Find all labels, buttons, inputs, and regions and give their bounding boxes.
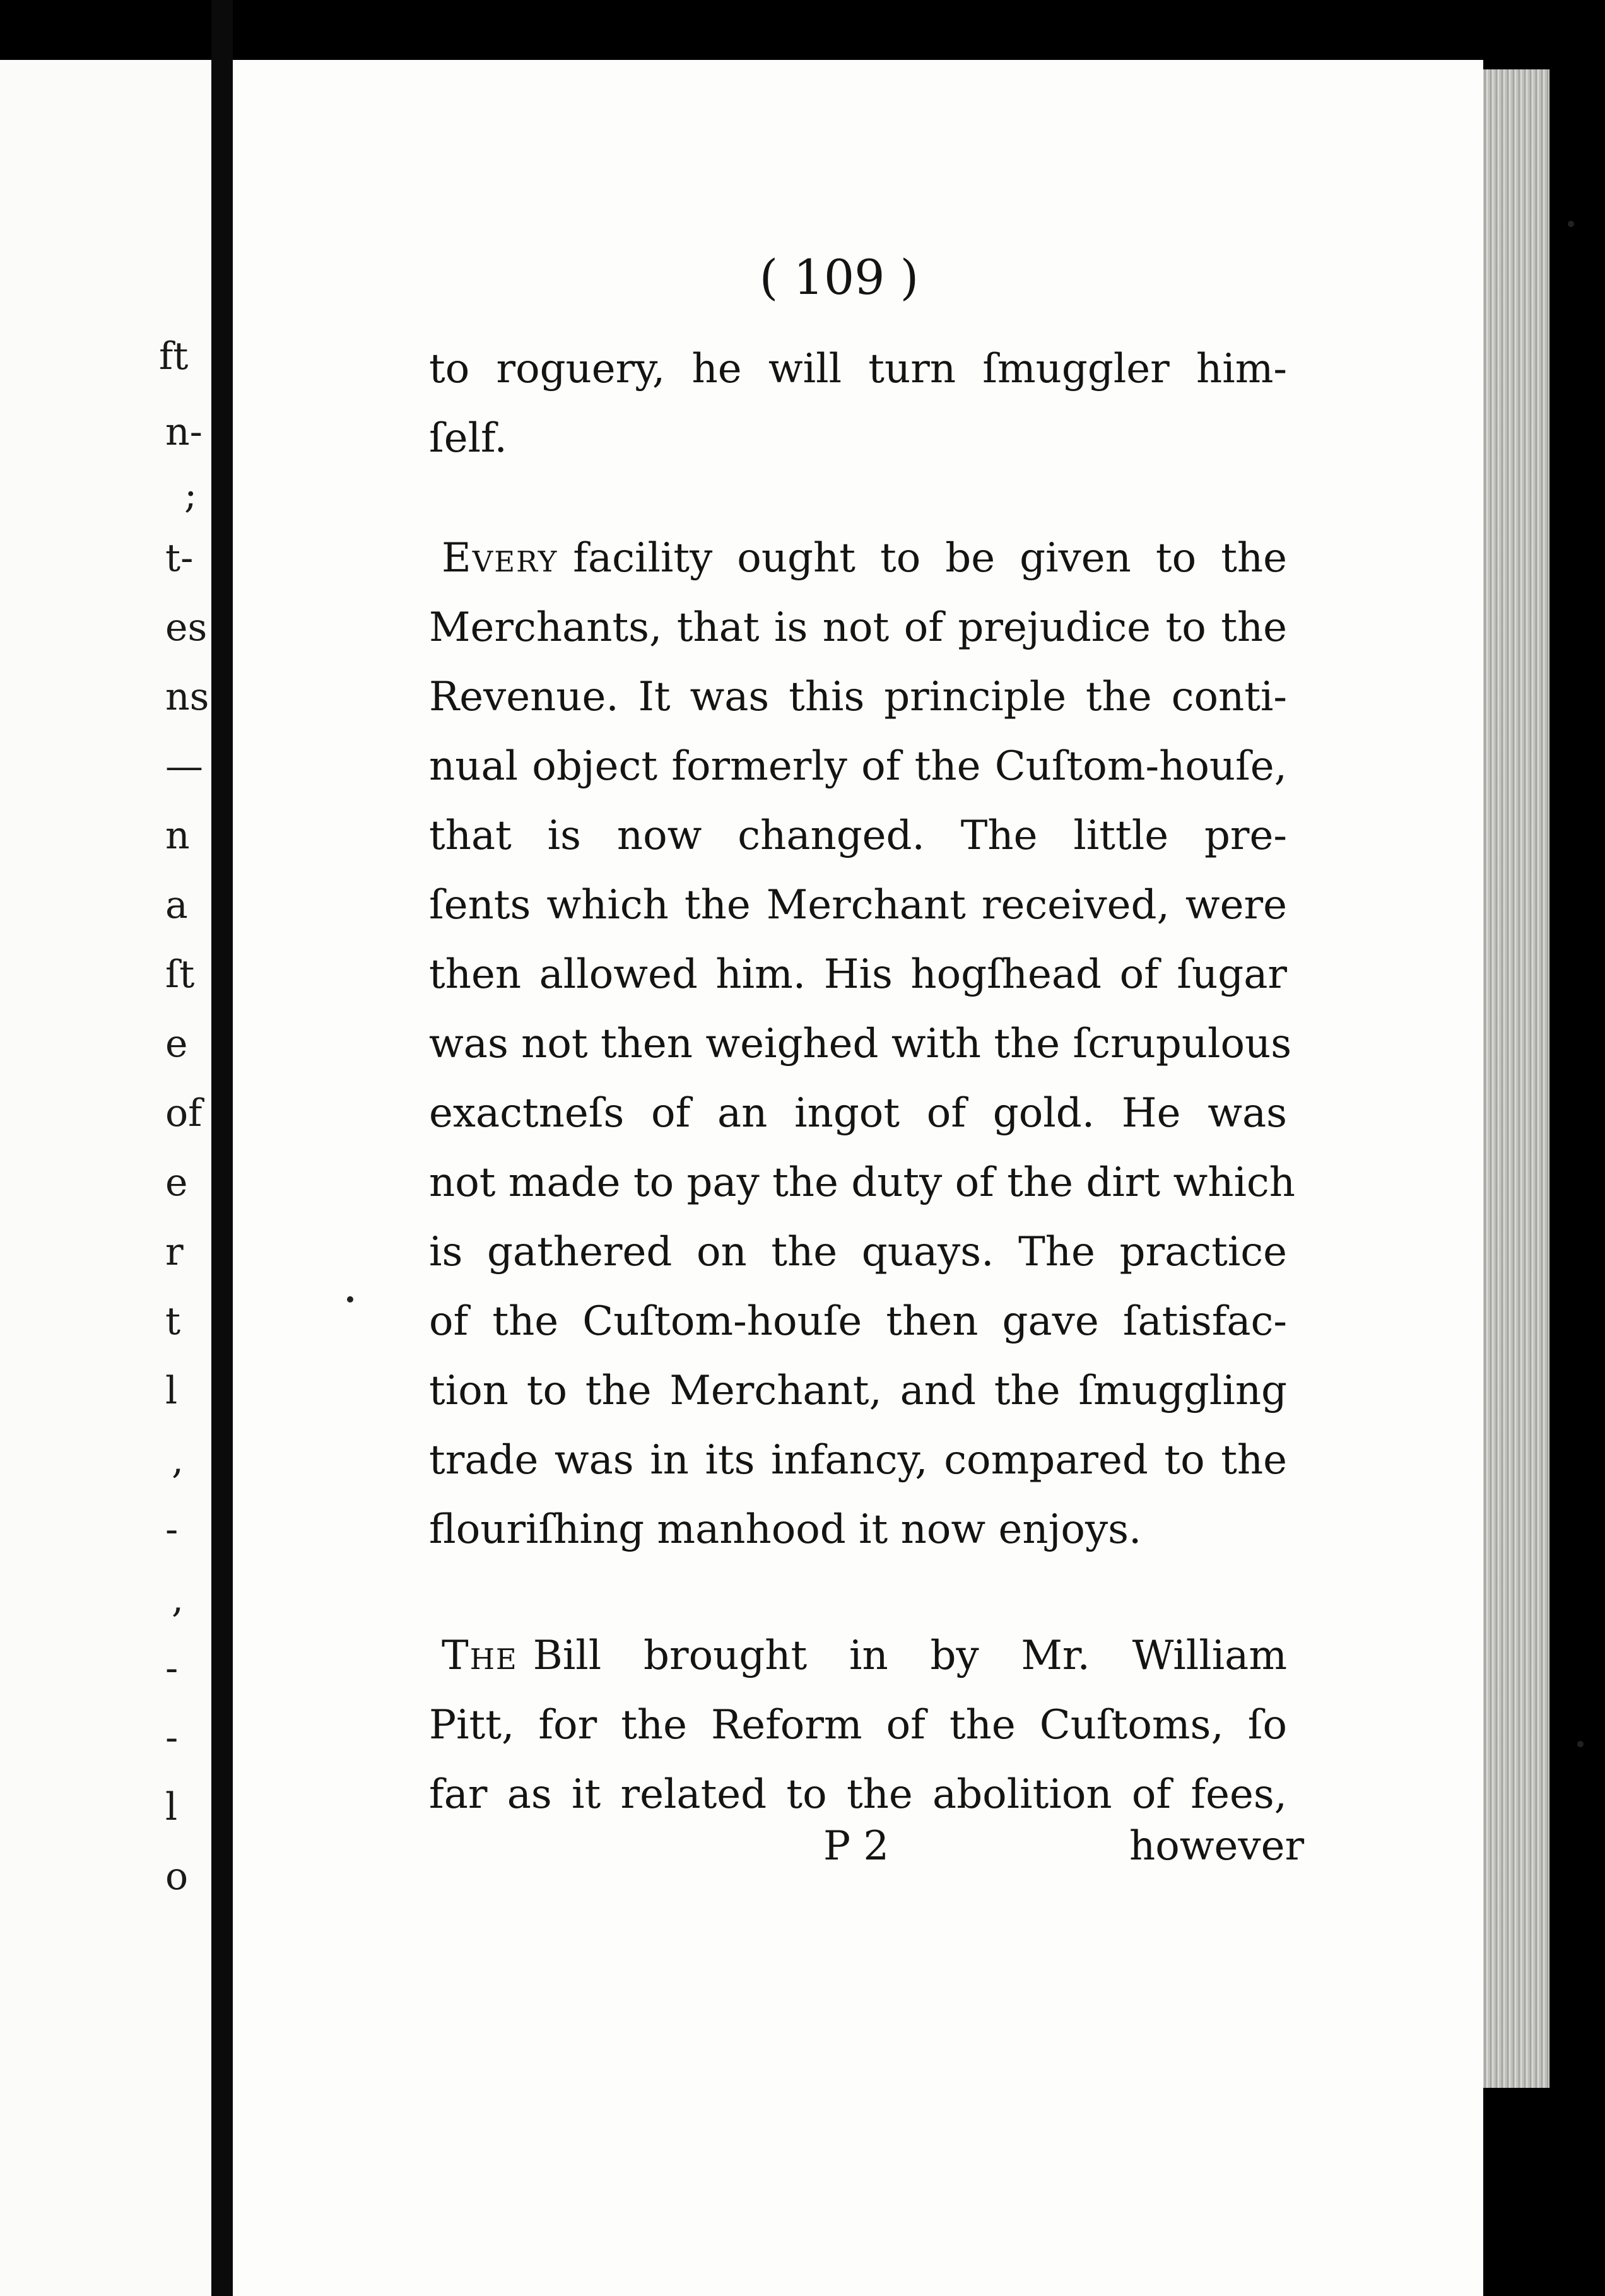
left-page-fragment: e: [165, 1161, 188, 1205]
signature-mark: P 2: [823, 1823, 890, 1870]
text-line: of the Cuſtom-houſe then gave ſatisfac-: [429, 1298, 1287, 1345]
text-line: flouriſhing manhood it now enjoys.: [429, 1506, 1142, 1553]
text-line: far as it related to the abolition of fees,: [429, 1771, 1287, 1818]
left-page-fragment: e: [165, 1022, 188, 1066]
paragraph-first-line: [442, 524, 1287, 593]
text-line: was not then weighed with the ſcrupulous: [429, 1021, 1292, 1067]
paragraph-first-line: [442, 1621, 1287, 1690]
left-page-fragment: n-: [165, 410, 203, 454]
left-page-fragment: ns: [165, 675, 209, 719]
left-page-fragment: n: [165, 814, 190, 858]
left-page-fragment: es: [165, 606, 208, 650]
left-page-fragment: ,: [172, 1438, 184, 1482]
scan-speck: [1568, 221, 1574, 227]
text-line: Revenue. It was this principle the conti-: [429, 674, 1287, 720]
text-line: trade was in its infancy, compared to the: [429, 1437, 1287, 1484]
facing-page-left: [0, 60, 211, 2296]
text-line: Bill brought in by Mr. William: [532, 1632, 1287, 1679]
text-line: not made to pay the duty of the dirt which: [429, 1159, 1295, 1206]
text-line: tion to the Merchant, and the ſmuggling: [429, 1368, 1287, 1414]
left-page-fragment: l: [165, 1785, 178, 1829]
left-page-fragment: -: [165, 1716, 179, 1760]
catchword: however: [1129, 1823, 1305, 1870]
scan-speck: [347, 1296, 353, 1303]
text-line: that is now changed. The little pre-: [429, 812, 1287, 859]
book-gutter: [211, 0, 233, 2296]
left-page-fragment: ft: [159, 334, 189, 378]
left-page-fragment: l: [165, 1369, 178, 1413]
left-page-fragment: ;: [184, 473, 197, 517]
left-page-fragment: t: [165, 1299, 181, 1344]
left-page-fragment: t-: [165, 536, 194, 580]
page-edges: [1483, 69, 1549, 2088]
left-page-fragment: r: [165, 1230, 184, 1274]
left-page-fragment: —: [165, 744, 203, 788]
left-page-fragment: ,: [172, 1577, 184, 1621]
text-line: Pitt, for the Reform of the Cuſtoms, ſo: [429, 1702, 1287, 1748]
text-line: facility ought to be given to the: [573, 535, 1287, 582]
text-line: Merchants, that is not of prejudice to the: [429, 604, 1287, 651]
text-line: ſelf.: [429, 415, 507, 462]
paragraph-lead-word: The: [442, 1632, 518, 1679]
text-line: then allowed him. His hogſhead of ſugar: [429, 951, 1287, 998]
text-line: is gathered on the quays. The practice: [429, 1229, 1287, 1275]
page-header: ( 109 ): [759, 249, 919, 305]
left-page-fragment: of: [165, 1091, 203, 1135]
scan-border: [1549, 0, 1605, 2296]
paragraph-lead-word: Every: [442, 535, 558, 582]
left-page-fragment: ſt: [165, 952, 195, 997]
text-line: ſents which the Merchant received, were: [429, 882, 1287, 928]
text-line: to roguery, he will turn ſmuggler him-: [429, 346, 1287, 392]
left-page-fragment: a: [165, 883, 188, 927]
left-page-fragment: o: [165, 1854, 189, 1899]
left-page-fragment: -: [165, 1508, 179, 1552]
left-page-fragment: -: [165, 1646, 179, 1690]
text-line: nual object formerly of the Cuſtom-houſe,: [429, 743, 1287, 790]
scan-speck: [1577, 1741, 1584, 1747]
text-line: exactneſs of an ingot of gold. He was: [429, 1090, 1287, 1137]
